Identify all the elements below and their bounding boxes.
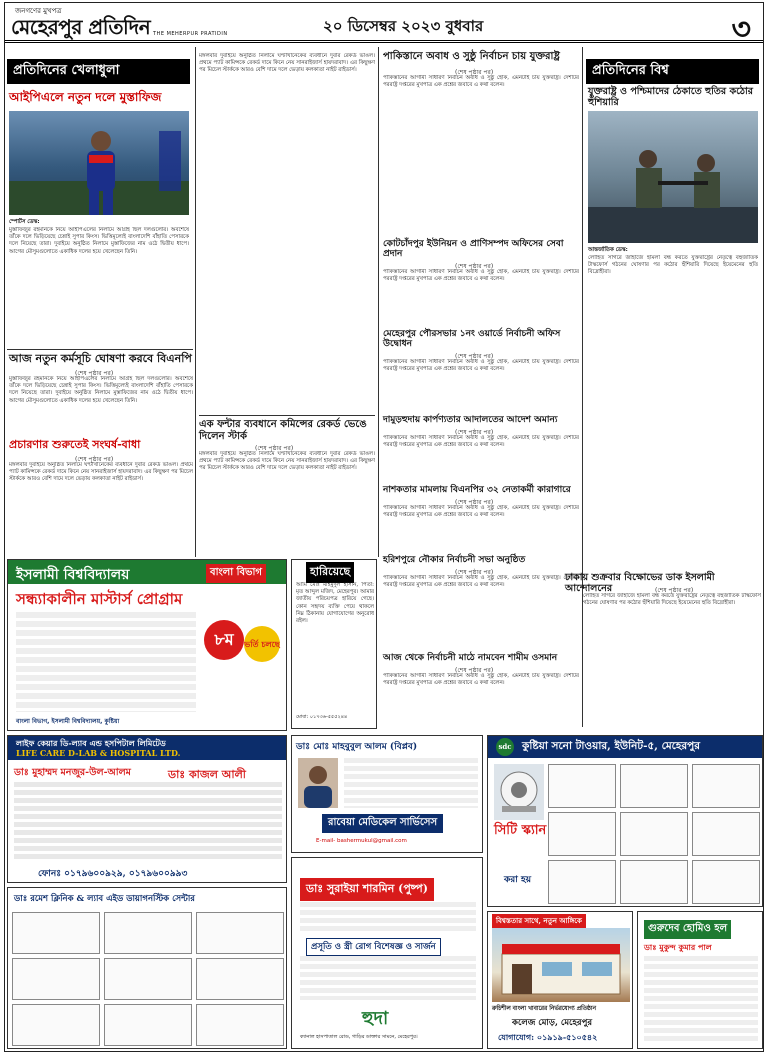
homeo-title: গুরুদেব হোমিও হল [644, 920, 731, 939]
world-section-banner: প্রতিদিনের বিশ্ব [586, 59, 759, 84]
iu-program: সন্ধ্যাকালীন মাস্টার্স প্রোগ্রাম [16, 590, 183, 608]
starc-headline: এক ফন্টার ব্যবধানে কমিন্সের রেকর্ড ভেঙে দিলেন স্টার্ক [199, 419, 367, 442]
pourashava-continued-tag: (শেষ পৃষ্ঠার পর) [455, 353, 494, 360]
hotel-photo [492, 928, 630, 1002]
biplob-name: ডাঃ মোঃ মাহবুবুল আলম (বিপ্লব) [296, 742, 418, 752]
hotel-desc: রুচিশীল বাংলা খাবারের নির্ভরযোগ্য প্রতিষ্ঠান [492, 1006, 596, 1012]
lifecare-phone: ফোনঃ ০১৭৯৬০০৯২৯, ০১৭৯৬০০৯৯৩ [38, 869, 188, 879]
page-number: ৩ [731, 12, 751, 47]
dhaka-rally-headline: ঢাকায় শুক্রবার বিক্ষোভের ডাক ইসলামী আন্দোলনের [565, 572, 715, 594]
suraiya-schedule [300, 956, 476, 1000]
suraiya-spec: প্রসূতি ও স্ত্রী রোগ বিশেষজ্ঞ ও সার্জন [306, 938, 441, 956]
lifecare-doctor-1: ডাঃ মুহাম্মদ মনজুর-উল-আলম [14, 767, 131, 778]
doctor-portrait-icon [298, 758, 338, 808]
campaign-headline: প্রচারণার শুরুতেই সংঘর্ষ-বাধা [9, 438, 141, 451]
bnp-headline: আজ নতুন কর্মসূচি ঘোষণা করবে বিএনপি [9, 352, 192, 365]
ramesh-title: ডাঃ রমেশ ক্লিনিক & ল্যাব এইড ডায়াগনস্টিক সেন্টার [14, 894, 195, 904]
ct-machine-image [494, 764, 544, 820]
divider [7, 349, 193, 350]
doctor-card [196, 1004, 284, 1046]
kotchandpur-headline: কোটচাঁদপুর ইউনিয়ন ও প্রাণিসম্পদ অফিসের সেবা প্রদান [383, 239, 564, 260]
hotel-tagline: বিশ্বস্ততার সাথে, নতুন আঙ্গিকে [492, 914, 586, 928]
pakistan-body: পাকিস্তানের আগামী সাধারণ নির্বাচন অবাধ ও সুষ্ঠু হোক, এমনটাই চায় যুক্তরাষ্ট্র। দেশটির পররাষ্ট্র দপ্তরের মুখপাত্র এক প্রশ্নের জবাবে এ কথা বলেন। [383, 75, 579, 89]
bnp-jail-headline: নাশকতার মামলায় বিএনপির ৩২ নেতাকর্মী কারাগারে [383, 485, 571, 495]
hotel-address: কলেজ মোড়, মেহেরপুর [512, 1018, 593, 1028]
pakistan-headline: পাকিস্তানে অবাধ ও সুষ্ঠু নির্বাচন চায় যুক্তরাষ্ট্র [383, 51, 560, 62]
doctor-card [104, 912, 192, 954]
doctor-card [692, 860, 760, 904]
column-rule [195, 47, 196, 557]
biplob-ad[interactable] [291, 735, 483, 853]
biplob-details [344, 758, 478, 808]
newspaper-page [4, 2, 764, 1052]
world-photo [588, 111, 758, 243]
bnp-continued-tag: (শেষ পৃষ্ঠার পর) [75, 370, 114, 377]
lifecare-ad[interactable] [7, 735, 287, 883]
world-body: লোহিত সাগরে জাহাজে হামলা বন্ধ করতে যুক্তরাষ্ট্রের নেতৃত্বে বহুজাতিক টাস্কফোর্স গঠনের ঘোষণার পর কঠোর হুঁশিয়ারি দিয়েছে ইয়েমেনের হুতি বিদ্রোহীরা। [588, 255, 758, 276]
bnp-body: মুস্তাফিজুর রহমানকে নিয়ে আইপিএলের নিলামে আগ্রহ ছিল দলগুলোর। অবশেষে তাঁকে দলে ভিড়িয়েছে চেন্নাই সুপার কিংস। ভিত্তিমূল্যেই বাংলাদেশি বাঁহাতি পেসারকে দলে নিয়েছে তারা। দুবাইয়ে অনুষ্ঠিত নিলামে মুস্তাফিজের নাম ওঠে দ্বিতীয় ধাপে। আগের মৌসুমগুলোতে একাধিক দলের হয়ে খেলেছেন তিনি। [9, 376, 193, 404]
middle-column-body: মঙ্গলবার দুবাইয়ে অনুষ্ঠিত নিলামে ঘণ্টাখানেকের ব্যবধানে দুবার রেকর্ড ভাঙল। প্রথমে প্যাট কামিন্সকে রেকর্ড দামে কিনে নেয় সানরাইজার্স হায়দরাবাদ। এর কিছুক্ষণ পর মিচেল স্টার্ককে আরও বেশি দামে দলে ভেড়ায় কলকাতা নাইট রাইডার্স। [199, 53, 375, 74]
iu-details [16, 612, 196, 712]
bnp-jail-continued-tag: (শেষ পৃষ্ঠার পর) [455, 499, 494, 506]
missing-notice [291, 559, 377, 729]
campaign-continued-tag: (শেষ পৃষ্ঠার পর) [75, 456, 114, 463]
sono-tower-ad[interactable] [487, 735, 763, 907]
sono-title: কুষ্টিয়া সনো টাওয়ার, ইউনিট-৫, মেহেরপুর [522, 740, 701, 752]
doctor-card [104, 1004, 192, 1046]
shamim-osman-headline: আজ থেকে নির্বাচনী মাঠে নামবেন শামীম ওসমান [383, 653, 558, 663]
missing-contact: মোবা: ০১৭৩৬-৫৫৫২৪৪ [296, 714, 348, 720]
column-rule [378, 47, 379, 557]
damurhuda-body: পাকিস্তানের আগামী সাধারণ নির্বাচন অবাধ ও সুষ্ঠু হোক, এমনটাই চায় যুক্তরাষ্ট্র। দেশটির পররাষ্ট্র দপ্তরের মুখপাত্র এক প্রশ্নের জবাবে এ কথা বলেন। [383, 435, 579, 449]
homeo-doctor: ডাঃ মুকুন্দ কুমার পাল [644, 942, 712, 952]
restaurant-image [492, 928, 630, 1002]
sports-body: মুস্তাফিজুর রহমানকে নিয়ে আইপিএলের নিলামে আগ্রহ ছিল দলগুলোর। অবশেষে তাঁকে দলে ভিড়িয়েছে চেন্নাই সুপার কিংস। ভিত্তিমূল্যেই বাংলাদেশি বাঁহাতি পেসারকে দলে নিয়েছে তারা। দুবাইয়ে অনুষ্ঠিত নিলামে মুস্তাফিজের নাম ওঠে দ্বিতীয় ধাপে। আগের মৌসুমগুলোতে একাধিক দলের হয়ে খেলেছেন তিনি। [9, 227, 189, 255]
pakistan-continued-tag: (শেষ পৃষ্ঠার পর) [455, 69, 494, 76]
masthead [5, 3, 763, 47]
hotel-ad[interactable] [487, 911, 633, 1049]
doctor-card [620, 764, 688, 808]
starc-body: মঙ্গলবার দুবাইয়ে অনুষ্ঠিত নিলামে ঘণ্টাখানেকের ব্যবধানে দুবার রেকর্ড ভাঙল। প্রথমে প্যাট কামিন্সকে রেকর্ড দামে কিনে নেয় সানরাইজার্স হায়দরাবাদ। এর কিছুক্ষণ পর মিচেল স্টার্ককে আরও বেশি দামে দলে ভেড়ায় কলকাতা নাইট রাইডার্স। [199, 451, 375, 472]
iu-masters-ad[interactable] [7, 559, 287, 731]
ct-scanner-icon [494, 764, 544, 820]
suraiya-center: হুদা [362, 1008, 389, 1029]
ramesh-clinic-ad[interactable] [7, 887, 287, 1049]
doctor-photo [298, 758, 338, 808]
sono-logo-icon: sdc [496, 738, 514, 756]
missing-title: হারিয়েছে [306, 562, 354, 583]
starc-continued-tag: (শেষ পৃষ্ঠার পর) [255, 445, 294, 452]
doctor-card [620, 860, 688, 904]
suraiya-degrees [300, 902, 476, 932]
doctor-card [196, 958, 284, 1000]
biplob-clinic: রাবেয়া মেডিকেল সার্ভিসেস [322, 814, 443, 833]
doctor-card [548, 764, 616, 808]
damurhuda-continued-tag: (শেষ পৃষ্ঠার পর) [455, 429, 494, 436]
sports-section-banner: প্রতিদিনের খেলাধুলা [7, 59, 190, 84]
suraiya-address: ক্যানাল হাসপাতাল রোড, গাড়ির ডাক্তার সামনে, মেহেরপুর। [300, 1034, 418, 1040]
hotel-phone: যোগাযোগ: ০১৯১৯-৫১০৫৪২ [498, 1032, 598, 1042]
lifecare-title-en: LIFE CARE D-LAB & HOSPITAL LTD. [16, 748, 181, 758]
dhaka-rally-body: লোহিত সাগরে জাহাজে হামলা বন্ধ করতে যুক্তরাষ্ট্রের নেতৃত্বে বহুজাতিক টাস্কফোর্স গঠনের ঘোষণার পর কঠোর হুঁশিয়ারি দিয়েছে ইয়েমেনের হুতি বিদ্রোহীরা। [583, 593, 761, 607]
iu-title: ইসলামী বিশ্ববিদ্যালয় [16, 567, 130, 583]
iu-dept: বাংলা বিভাগ [206, 564, 266, 583]
sono-ct-label: সিটি স্ক্যান [494, 823, 547, 838]
soldiers-image [588, 111, 758, 243]
sports-photo [9, 111, 189, 215]
sono-ct-sub: করা হয় [504, 875, 532, 885]
doctor-card [104, 958, 192, 1000]
masthead-date: ২০ ডিসেম্বর ২০২৩ বুধবার [323, 17, 484, 35]
harishpur-headline: হরিশপুরে নৌকার নির্বাচনী সভা অনুষ্ঠিত [383, 555, 526, 565]
damurhuda-headline: দামুড়হুদায় কার্পণ্যতার আদালতের আদেশ অমান্য [383, 415, 558, 425]
world-headline: যুক্তরাষ্ট্র ও পশ্চিমাদের ঠেকাতে হুতির কঠোর হুঁশিয়ারি [588, 86, 753, 108]
doctor-card [196, 912, 284, 954]
iu-footer: বাংলা বিভাগ, ইসলামী বিশ্ববিদ্যালয়, কুষ্টিয়া [16, 718, 120, 725]
doctor-card [548, 812, 616, 856]
shamim-body: পাকিস্তানের আগামী সাধারণ নির্বাচন অবাধ ও সুষ্ঠু হোক, এমনটাই চায় যুক্তরাষ্ট্র। দেশটির পররাষ্ট্র দপ্তরের মুখপাত্র এক প্রশ্নের জবাবে এ কথা বলেন। [383, 673, 579, 687]
masthead-logo: মেহেরপুর প্রতিদিন [11, 15, 151, 39]
sports-headline: আইপিএলে নতুন দলে মুস্তাফিজ [9, 90, 162, 104]
biplob-email[interactable]: E-mail- bashermukul@gmail.com [316, 838, 407, 844]
lifecare-doctor-2: ডাঃ কাজল আলী [168, 768, 246, 781]
dhaka-continued-tag: (শেষ পৃষ্ঠার পর) [655, 587, 694, 594]
doctor-card [692, 764, 760, 808]
doctor-card [12, 958, 100, 1000]
bnp-jail-body: পাকিস্তানের আগামী সাধারণ নির্বাচন অবাধ ও সুষ্ঠু হোক, এমনটাই চায় যুক্তরাষ্ট্র। দেশটির পররাষ্ট্র দপ্তরের মুখপাত্র এক প্রশ্নের জবাবে এ কথা বলেন। [383, 505, 579, 519]
doctor-card [692, 812, 760, 856]
doctor-card [12, 912, 100, 954]
kotchandpur-body: পাকিস্তানের আগামী সাধারণ নির্বাচন অবাধ ও সুষ্ঠু হোক, এমনটাই চায় যুক্তরাষ্ট্র। দেশটির পররাষ্ট্র দপ্তরের মুখপাত্র এক প্রশ্নের জবাবে এ কথা বলেন। [383, 269, 579, 283]
kotchandpur-continued-tag: (শেষ পৃষ্ঠার পর) [455, 263, 494, 270]
missing-body: আমি মোঃ মাহমুদুল হাসান, পিতা: মৃত আব্দুল মজিদ, মেহেরপুর। আমার জাতীয় পরিচয়পত্র হারিয়ে গেছে। কোন সহৃদয় ব্যক্তি পেয়ে থাকলে নিম্ন ঠিকানায় যোগাযোগের অনুরোধ রইল। [296, 582, 374, 625]
harishpur-continued-tag: (শেষ পৃষ্ঠার পর) [455, 569, 494, 576]
doctor-card [548, 860, 616, 904]
homeo-details [644, 956, 758, 1044]
divider [199, 415, 375, 416]
harishpur-body: পাকিস্তানের আগামী সাধারণ নির্বাচন অবাধ ও সুষ্ঠু হোক, এমনটাই চায় যুক্তরাষ্ট্র। দেশটির পররাষ্ট্র দপ্তরের মুখপাত্র এক প্রশ্নের জবাবে এ কথা বলেন। [383, 575, 579, 589]
pourashava-headline: মেহেরপুর পৌরসভার ১নং ওয়ার্ডে নির্বাচনী অফিস উদ্বোধন [383, 329, 561, 350]
lifecare-details [14, 782, 282, 860]
world-lede: আন্তর্জাতিক ডেস্ক: [588, 247, 628, 253]
suraiya-name: ডাঃ সুরাইয়া শারমিন (পুষ্প) [300, 878, 434, 901]
masthead-logo-sub: THE MEHERPUR PRATIDIN [153, 31, 228, 37]
campaign-body: মঙ্গলবার দুবাইয়ে অনুষ্ঠিত নিলামে ঘণ্টাখানেকের ব্যবধানে দুবার রেকর্ড ভাঙল। প্রথমে প্যাট কামিন্সকে রেকর্ড দামে কিনে নেয় সানরাইজার্স হায়দরাবাদ। এর কিছুক্ষণ পর মিচেল স্টার্ককে আরও বেশি দামে দলে ভেড়ায় কলকাতা নাইট রাইডার্স। [9, 462, 193, 483]
cricketer-image [9, 111, 189, 215]
pourashava-body: পাকিস্তানের আগামী সাধারণ নির্বাচন অবাধ ও সুষ্ঠু হোক, এমনটাই চায় যুক্তরাষ্ট্র। দেশটির পররাষ্ট্র দপ্তরের মুখপাত্র এক প্রশ্নের জবাবে এ কথা বলেন। [383, 359, 579, 373]
doctor-card [620, 812, 688, 856]
suraiya-ad[interactable] [291, 857, 483, 1049]
iu-batch-badge: ৮ম [204, 620, 244, 660]
lifecare-title: লাইফ কেয়ার ডি-ল্যাব এন্ড হসপিটাল লিমিটেড [16, 738, 166, 748]
homeo-ad[interactable] [637, 911, 763, 1049]
shamim-continued-tag: (শেষ পৃষ্ঠার পর) [455, 667, 494, 674]
doctor-card [12, 1004, 100, 1046]
sports-lede: স্পোর্টস ডেস্ক: [9, 219, 40, 225]
iu-admit-badge: ভর্তি চলছে [244, 626, 280, 662]
masthead-tagline: জনগণের মুখপত্র [15, 7, 62, 15]
